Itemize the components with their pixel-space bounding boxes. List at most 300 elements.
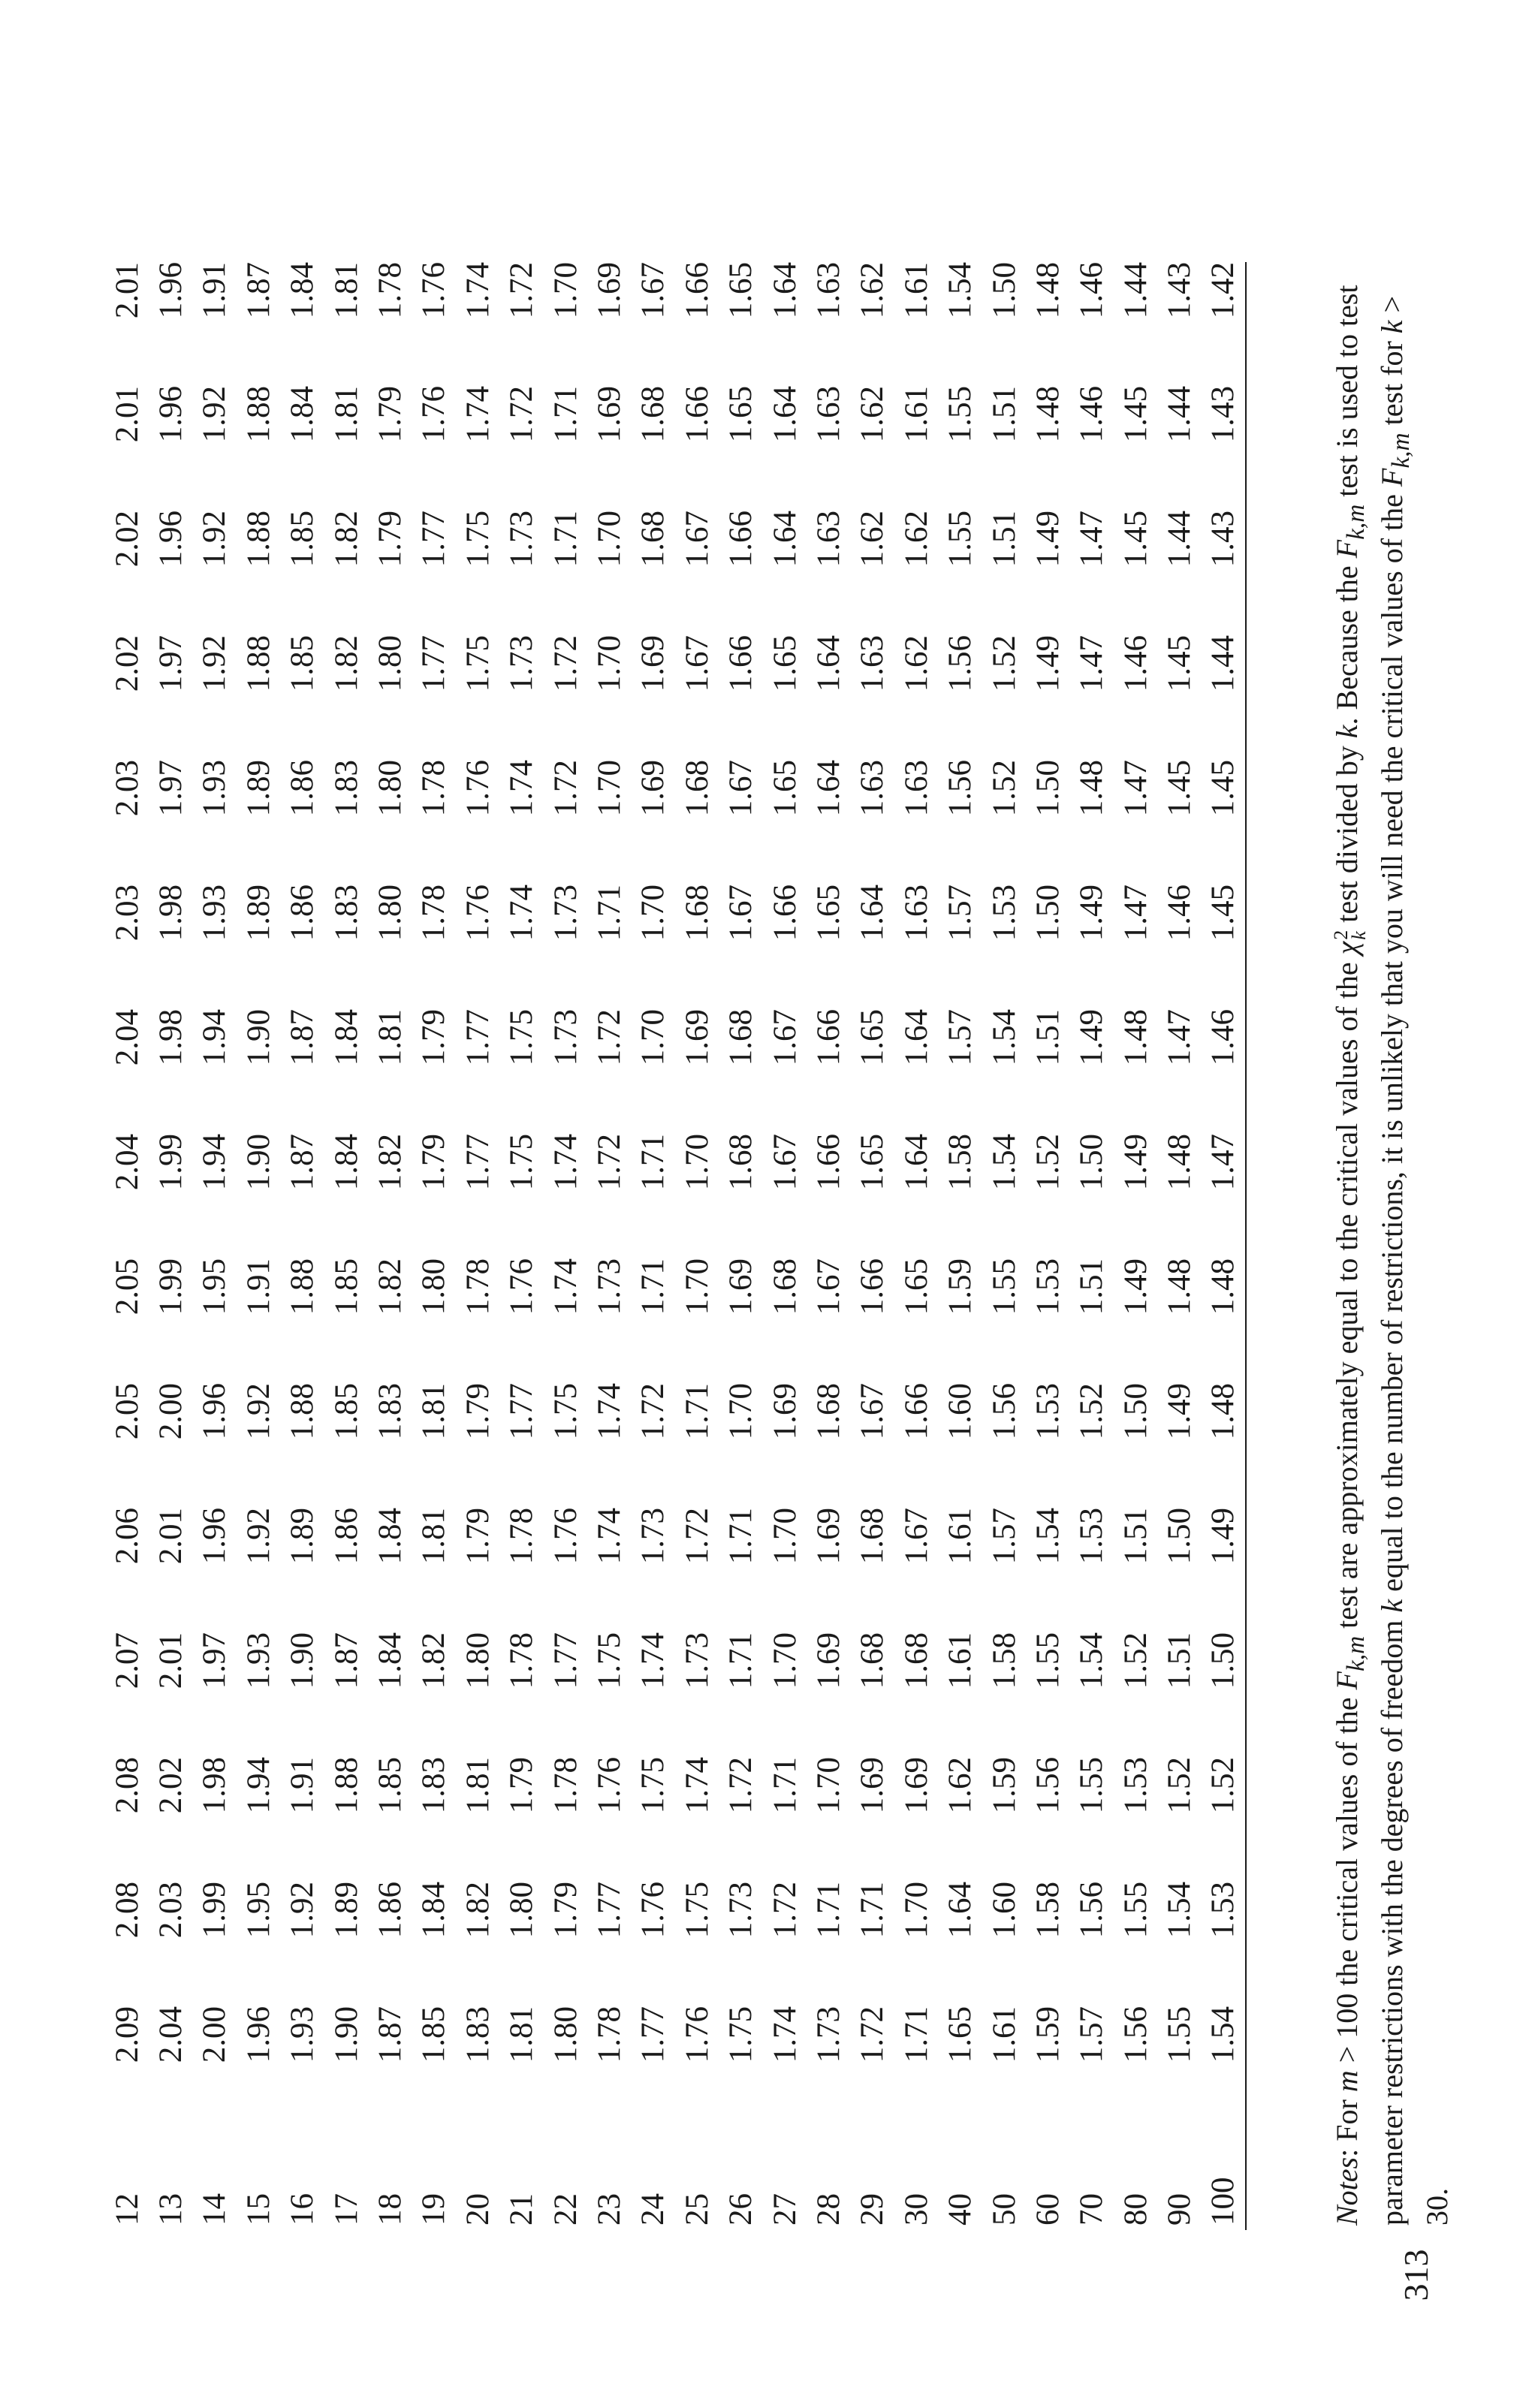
table-cell: 1.59 <box>986 1757 1022 1814</box>
table-cell: 1.96 <box>153 386 189 443</box>
row-label-m: 19 <box>416 2193 452 2226</box>
table-cell: 1.82 <box>328 511 364 568</box>
table-cell: 1.49 <box>1074 885 1110 942</box>
table-cell: 1.94 <box>197 1134 233 1191</box>
table-cell: 1.90 <box>328 2006 364 2063</box>
table-cell: 1.69 <box>635 760 671 817</box>
table-cell: 1.44 <box>1202 635 1246 760</box>
row-label-m: 18 <box>372 2193 409 2226</box>
notes-f-symbol: F <box>1330 1671 1364 1690</box>
table-cell: 1.81 <box>460 1757 496 1814</box>
table-cell: 1.70 <box>679 1258 715 1316</box>
table-cell: 1.66 <box>679 386 715 443</box>
table-cell: 1.47 <box>1202 1134 1246 1258</box>
row-label-m: 30 <box>898 2193 934 2226</box>
table-cell: 1.52 <box>986 760 1022 817</box>
table-cell: 1.77 <box>416 511 452 568</box>
table-row <box>587 262 631 2230</box>
table-cell: 1.65 <box>723 386 759 443</box>
table-cell: 1.85 <box>416 2006 452 2063</box>
notes-label: Notes <box>1330 2156 1364 2226</box>
table-cell: 1.95 <box>197 1258 233 1316</box>
table-cell: 1.61 <box>986 2006 1022 2063</box>
notes-text: test are approximately equal to the critical values of the <box>1330 954 1364 1636</box>
table-cell: 1.56 <box>942 635 979 692</box>
table-cell: 1.69 <box>591 262 627 319</box>
table-cell: 1.50 <box>986 262 1022 319</box>
table-cell: 1.71 <box>723 1508 759 1565</box>
table-cell: 1.45 <box>1162 760 1198 817</box>
rotated-table-region <box>105 173 1454 2230</box>
table-row <box>368 262 412 2230</box>
table-cell: 1.81 <box>328 262 364 319</box>
table-cell: 1.60 <box>986 1882 1022 1939</box>
table-cell: 1.93 <box>197 760 233 817</box>
table-cell: 1.78 <box>504 1508 540 1565</box>
table-cell: 1.84 <box>285 386 321 443</box>
row-label-m: 50 <box>986 2193 1022 2226</box>
table-cell: 1.54 <box>1202 2006 1246 2131</box>
table-cell: 2.01 <box>153 1508 189 1565</box>
f-critical-values-table <box>105 262 1247 2230</box>
table-cell: 1.71 <box>855 1882 891 1939</box>
table-cell: 1.50 <box>1162 1508 1198 1565</box>
table-cell: 1.62 <box>855 511 891 568</box>
table-cell: 1.70 <box>635 885 671 942</box>
table-cell: 2.08 <box>109 1882 145 1939</box>
table-cell: 2.01 <box>109 262 145 319</box>
table-cell: 1.50 <box>1202 1632 1246 1757</box>
table-cell: 1.68 <box>679 760 715 817</box>
table-cell: 1.85 <box>372 1757 409 1814</box>
table-cell: 1.75 <box>504 1134 540 1191</box>
table-cell: 1.81 <box>372 1009 409 1066</box>
row-label-m: 21 <box>504 2193 540 2226</box>
table-cell: 1.56 <box>1117 2006 1154 2063</box>
table-cell: 1.76 <box>460 760 496 817</box>
table-cell: 1.61 <box>898 262 934 319</box>
row-label-m: 90 <box>1162 2193 1198 2226</box>
table-row <box>632 262 675 2230</box>
table-cell: 1.83 <box>328 760 364 817</box>
table-cell: 1.86 <box>285 760 321 817</box>
row-label-m: 70 <box>1074 2193 1110 2226</box>
notes-var-k: k <box>1330 725 1364 739</box>
table-cell: 1.65 <box>898 1258 934 1316</box>
table-cell: 1.64 <box>810 635 846 692</box>
table-cell: 1.69 <box>635 635 671 692</box>
table-cell: 1.88 <box>240 511 276 568</box>
table-cell: 1.50 <box>1030 760 1066 817</box>
table-cell: 1.87 <box>285 1009 321 1066</box>
table-cell: 1.89 <box>328 1882 364 1939</box>
table-row <box>851 262 894 2230</box>
table-cell: 1.52 <box>1162 1757 1198 1814</box>
table-cell: 2.05 <box>109 1258 145 1316</box>
table-cell: 1.92 <box>197 386 233 443</box>
table-cell: 1.80 <box>372 885 409 942</box>
table-cell: 1.54 <box>1162 1882 1198 1939</box>
table-cell: 1.96 <box>197 1383 233 1440</box>
table-cell: 1.79 <box>547 1882 584 1939</box>
table-cell: 1.72 <box>767 1882 803 1939</box>
table-cell: 1.82 <box>372 1134 409 1191</box>
page-number: 313 <box>1396 2249 1435 2301</box>
table-cell: 1.88 <box>285 1258 321 1316</box>
row-label-m: 17 <box>328 2193 364 2226</box>
table-cell: 1.79 <box>372 386 409 443</box>
table-cell: 1.74 <box>679 1757 715 1814</box>
table-cell: 1.92 <box>285 1882 321 1939</box>
notes-text: . Because the <box>1330 558 1364 725</box>
notes-chi-subscript: k <box>1347 931 1370 940</box>
table-cell: 1.43 <box>1202 386 1246 511</box>
table-cell: 1.55 <box>1117 1882 1154 1939</box>
table-cell: 1.73 <box>679 1632 715 1689</box>
table-cell: 1.92 <box>240 1508 276 1565</box>
table-cell: 1.91 <box>197 262 233 319</box>
notes-chi-scripts <box>1329 930 1370 940</box>
table-cell: 1.71 <box>723 1632 759 1689</box>
table-cell: 1.70 <box>767 1508 803 1565</box>
row-label-m: 80 <box>1117 2193 1154 2226</box>
table-cell: 1.77 <box>635 2006 671 2063</box>
table-cell: 1.66 <box>767 885 803 942</box>
table-cell: 1.98 <box>153 1009 189 1066</box>
table-cell: 1.60 <box>942 1383 979 1440</box>
table-cell: 1.94 <box>240 1757 276 1814</box>
table-cell: 1.76 <box>504 1258 540 1316</box>
table-cell: 1.99 <box>153 1134 189 1191</box>
table-cell: 1.51 <box>1117 1508 1154 1565</box>
table-cell: 1.62 <box>855 386 891 443</box>
table-cell: 1.45 <box>1202 760 1246 885</box>
table-cell: 1.54 <box>1030 1508 1066 1565</box>
table-cell: 1.64 <box>942 1882 979 1939</box>
table-cell: 1.48 <box>1162 1134 1198 1191</box>
table-cell: 1.70 <box>679 1134 715 1191</box>
table-cell: 1.68 <box>723 1134 759 1191</box>
table-cell: 1.79 <box>504 1757 540 1814</box>
table-cell: 1.70 <box>723 1383 759 1440</box>
table-cell: 1.97 <box>153 760 189 817</box>
table-cell: 1.73 <box>723 1882 759 1939</box>
table-cell: 2.01 <box>109 386 145 443</box>
table-cell: 1.71 <box>810 1882 846 1939</box>
table-cell: 1.73 <box>591 1258 627 1316</box>
row-label-m: 24 <box>635 2193 671 2226</box>
table-row <box>1202 262 1246 2230</box>
table-cell: 1.66 <box>855 1258 891 1316</box>
table-cell: 1.89 <box>240 885 276 942</box>
table-cell: 1.64 <box>855 885 891 942</box>
table-cell: 1.72 <box>635 1383 671 1440</box>
table-cell: 1.53 <box>986 885 1022 942</box>
row-label-m: 60 <box>1030 2193 1066 2226</box>
row-label-m: 23 <box>591 2193 627 2226</box>
table-cell: 1.85 <box>328 1383 364 1440</box>
table-cell: 1.77 <box>416 635 452 692</box>
table-cell: 1.59 <box>1030 2006 1066 2063</box>
table-cell: 1.87 <box>328 1632 364 1689</box>
table-cell: 2.00 <box>153 1383 189 1440</box>
table-cell: 1.63 <box>810 511 846 568</box>
table-cell: 2.06 <box>109 1508 145 1565</box>
table-cell: 1.95 <box>240 1882 276 1939</box>
notes-f-subscript: k,m <box>1342 504 1370 540</box>
notes-var-k: k <box>1375 1599 1409 1613</box>
table-cell: 1.81 <box>328 386 364 443</box>
table-cell: 1.51 <box>1162 1632 1198 1689</box>
table-cell: 1.70 <box>547 262 584 319</box>
table-cell: 1.69 <box>679 1009 715 1066</box>
row-label-m: 40 <box>942 2193 979 2226</box>
table-cell: 1.69 <box>767 1383 803 1440</box>
table-row <box>193 262 237 2230</box>
table-cell: 1.42 <box>1202 262 1246 386</box>
table-cell: 1.96 <box>240 2006 276 2063</box>
table-cell: 1.70 <box>810 1757 846 1814</box>
table-cell: 1.77 <box>504 1383 540 1440</box>
table-cell: 1.48 <box>1030 262 1066 319</box>
table-cell: 1.93 <box>285 2006 321 2063</box>
table-cell: 1.99 <box>197 1882 233 1939</box>
table-cell: 1.81 <box>416 1508 452 1565</box>
table-cell: 1.82 <box>372 1258 409 1316</box>
table-cell: 1.87 <box>372 2006 409 2063</box>
table-cell: 1.64 <box>898 1009 934 1066</box>
table-cell: 1.74 <box>504 885 540 942</box>
table-cell: 1.72 <box>679 1508 715 1565</box>
table-row <box>105 262 149 2230</box>
table-cell: 1.70 <box>898 1882 934 1939</box>
table-cell: 1.67 <box>855 1383 891 1440</box>
table-cell: 1.74 <box>591 1508 627 1565</box>
table-cell: 1.74 <box>547 1258 584 1316</box>
table-cell: 1.79 <box>460 1383 496 1440</box>
table-cell: 1.65 <box>767 635 803 692</box>
table-cell: 1.46 <box>1074 262 1110 319</box>
table-cell: 1.58 <box>942 1134 979 1191</box>
table-cell: 1.57 <box>942 885 979 942</box>
table-cell: 1.67 <box>767 1009 803 1066</box>
table-cell: 2.03 <box>109 885 145 942</box>
table-cell: 1.61 <box>942 1508 979 1565</box>
table-cell: 1.67 <box>679 511 715 568</box>
table-cell: 1.64 <box>767 262 803 319</box>
table-cell: 1.48 <box>1030 386 1066 443</box>
table-cell: 1.92 <box>197 511 233 568</box>
table-cell: 1.83 <box>460 2006 496 2063</box>
table-cell: 1.57 <box>1074 2006 1110 2063</box>
table-cell: 1.48 <box>1202 1383 1246 1508</box>
table-cell: 1.78 <box>460 1258 496 1316</box>
row-label-m: 25 <box>679 2193 715 2226</box>
table-cell: 2.03 <box>109 760 145 817</box>
row-label-m: 13 <box>153 2193 189 2226</box>
table-cell: 1.63 <box>898 760 934 817</box>
table-cell: 1.86 <box>285 885 321 942</box>
table-cell: 1.69 <box>591 386 627 443</box>
table-row <box>237 262 280 2230</box>
notes-var-m: m <box>1330 2070 1364 2093</box>
table-cell: 1.54 <box>942 262 979 319</box>
table-cell: 2.04 <box>109 1009 145 1066</box>
table-cell: 1.72 <box>547 635 584 692</box>
row-label-m: 15 <box>240 2193 276 2226</box>
table-cell: 1.84 <box>328 1134 364 1191</box>
table-cell: 2.07 <box>109 1632 145 1689</box>
table-cell: 1.78 <box>416 760 452 817</box>
table-cell: 1.46 <box>1202 1009 1246 1134</box>
table-cell: 1.70 <box>591 635 627 692</box>
table-cell: 1.70 <box>767 1632 803 1689</box>
table-cell: 1.51 <box>986 511 1022 568</box>
table-cell: 1.57 <box>942 1009 979 1066</box>
table-cell: 1.63 <box>855 635 891 692</box>
table-cell: 1.45 <box>1117 511 1154 568</box>
table-cell: 1.88 <box>328 1757 364 1814</box>
table-cell: 1.68 <box>723 1009 759 1066</box>
notes-text: > 100 the critical values of the <box>1330 1689 1364 2071</box>
table-cell: 1.65 <box>723 262 759 319</box>
table-cell: 1.47 <box>1074 511 1110 568</box>
table-cell: 1.80 <box>372 635 409 692</box>
table-row <box>149 262 192 2230</box>
table-cell: 1.69 <box>723 1258 759 1316</box>
table-cell: 1.99 <box>153 1258 189 1316</box>
table-cell: 1.79 <box>372 511 409 568</box>
table-cell: 1.68 <box>635 386 671 443</box>
table-cell: 1.81 <box>416 1383 452 1440</box>
table-cell: 1.72 <box>855 2006 891 2063</box>
table-cell: 1.66 <box>679 262 715 319</box>
table-cell: 1.68 <box>810 1383 846 1440</box>
table-cell: 1.84 <box>285 262 321 319</box>
row-label-m: 20 <box>460 2193 496 2226</box>
table-cell: 1.65 <box>855 1134 891 1191</box>
row-label-m: 27 <box>767 2193 803 2226</box>
table-cell: 1.67 <box>723 760 759 817</box>
table-cell: 1.83 <box>372 1383 409 1440</box>
table-cell: 2.08 <box>109 1757 145 1814</box>
table-cell: 2.02 <box>153 1757 189 1814</box>
table-cell: 1.62 <box>855 262 891 319</box>
table-cell: 1.45 <box>1162 635 1198 692</box>
table-cell: 1.87 <box>285 1134 321 1191</box>
table-cell: 1.64 <box>898 1134 934 1191</box>
table-cell: 1.70 <box>591 511 627 568</box>
table-cell: 1.61 <box>898 386 934 443</box>
table-cell: 1.74 <box>460 386 496 443</box>
table-cell: 1.65 <box>942 2006 979 2063</box>
table-cell: 1.58 <box>1030 1882 1066 1939</box>
table-cell: 1.53 <box>1202 1882 1246 2006</box>
table-cell: 1.94 <box>197 1009 233 1066</box>
table-cell: 1.82 <box>328 635 364 692</box>
table-cell: 1.62 <box>898 635 934 692</box>
table-row <box>982 262 1026 2230</box>
table-cell: 1.82 <box>460 1882 496 1939</box>
table-cell: 2.03 <box>153 1882 189 1939</box>
table-body <box>105 262 1246 2230</box>
table-cell: 1.71 <box>547 511 584 568</box>
row-label-m: 14 <box>197 2193 233 2226</box>
notes-var-k: k <box>1375 320 1409 334</box>
notes-f-subscript: k,m <box>1387 432 1415 469</box>
table-cell: 1.50 <box>1117 1383 1154 1440</box>
table-cell: 1.82 <box>416 1632 452 1689</box>
table-cell: 1.71 <box>898 2006 934 2063</box>
table-cell: 1.77 <box>591 1882 627 1939</box>
table-row <box>544 262 587 2230</box>
table-cell: 1.76 <box>679 2006 715 2063</box>
table-cell: 1.47 <box>1074 635 1110 692</box>
notes-chi-superscript: 2 <box>1329 930 1352 940</box>
table-cell: 1.43 <box>1162 262 1198 319</box>
table-cell: 1.72 <box>591 1134 627 1191</box>
table-cell: 1.47 <box>1117 760 1154 817</box>
table-row <box>1114 262 1157 2230</box>
table-cell: 1.52 <box>1074 1383 1110 1440</box>
table-cell: 1.69 <box>810 1508 846 1565</box>
table-cell: 1.62 <box>898 511 934 568</box>
notes-text: test for <box>1375 333 1409 433</box>
table-cell: 1.85 <box>285 635 321 692</box>
table-cell: 1.64 <box>767 386 803 443</box>
table-row <box>894 262 938 2230</box>
table-cell: 1.54 <box>1074 1632 1110 1689</box>
table-cell: 2.05 <box>109 1383 145 1440</box>
notes-text: : For <box>1330 2092 1364 2157</box>
table-cell: 1.76 <box>591 1757 627 1814</box>
table-cell: 1.75 <box>723 2006 759 2063</box>
table-cell: 1.75 <box>679 1882 715 1939</box>
table-cell: 1.53 <box>1074 1508 1110 1565</box>
table-cell: 1.49 <box>1117 1258 1154 1316</box>
table-cell: 1.90 <box>285 1632 321 1689</box>
table-cell: 1.44 <box>1162 511 1198 568</box>
table-cell: 1.74 <box>635 1632 671 1689</box>
table-cell: 1.72 <box>547 760 584 817</box>
table-cell: 1.76 <box>460 885 496 942</box>
table-cell: 1.78 <box>547 1757 584 1814</box>
table-cell: 1.83 <box>416 1757 452 1814</box>
table-cell: 2.01 <box>153 1632 189 1689</box>
table-cell: 1.49 <box>1202 1508 1246 1632</box>
table-cell: 1.90 <box>240 1134 276 1191</box>
table-cell: 2.04 <box>109 1134 145 1191</box>
table-cell: 1.85 <box>328 1258 364 1316</box>
table-cell: 1.75 <box>591 1632 627 1689</box>
table-cell: 1.52 <box>1202 1757 1246 1882</box>
table-cell: 1.75 <box>460 511 496 568</box>
table-cell: 1.43 <box>1202 511 1246 635</box>
table-cell: 1.80 <box>460 1632 496 1689</box>
table-cell: 1.65 <box>767 760 803 817</box>
table-row <box>324 262 368 2230</box>
table-cell: 1.74 <box>504 760 540 817</box>
table-cell: 1.68 <box>855 1508 891 1565</box>
table-row <box>456 262 499 2230</box>
table-cell: 1.71 <box>679 1383 715 1440</box>
table-cell: 1.81 <box>504 2006 540 2063</box>
table-cell: 1.68 <box>898 1632 934 1689</box>
table-cell: 1.49 <box>1030 635 1066 692</box>
table-row <box>1157 262 1201 2230</box>
table-cell: 1.62 <box>942 1757 979 1814</box>
table-cell: 1.97 <box>153 635 189 692</box>
